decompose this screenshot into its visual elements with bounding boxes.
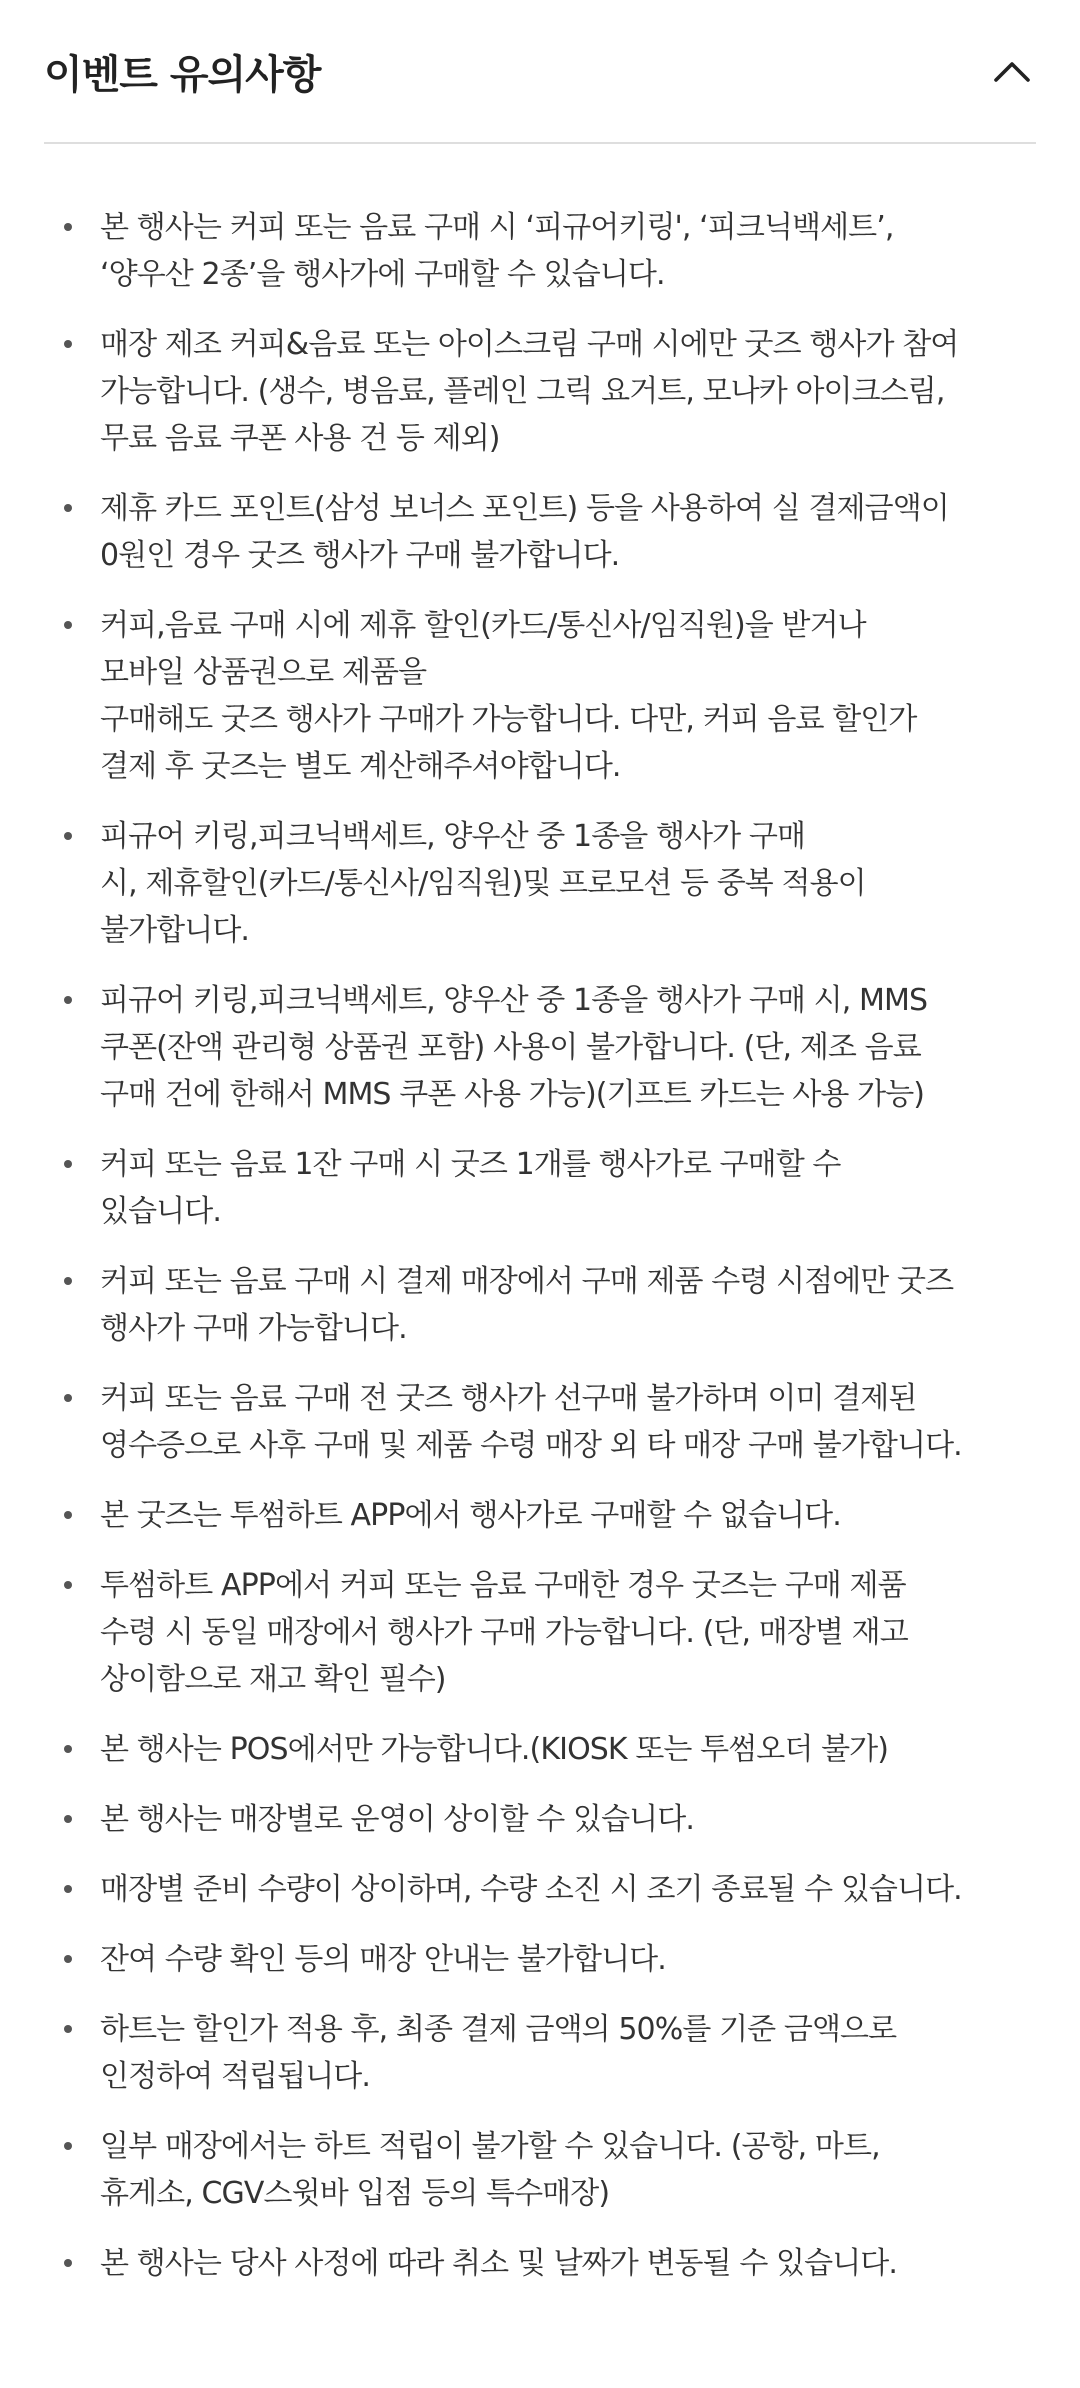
notice-text: 본 행사는 커피 또는 음료 구매 시 ‘피규어키링', ‘피크닉백세트’, ‘양우산 2종’을 행사가에 구매할 수 있습니다. [100, 210, 894, 292]
notice-item [44, 977, 1036, 1118]
notice-item [44, 1726, 1036, 1773]
notice-text: 잔여 수량 확인 등의 매장 안내는 불가합니다. [100, 1942, 666, 1977]
bullet-icon [64, 1885, 72, 1893]
notice-item [44, 602, 1036, 790]
bullet-icon [64, 2259, 72, 2267]
notice-text: 커피 또는 음료 1잔 구매 시 굿즈 1개를 행사가로 구매할 수 있습니다. [100, 1147, 841, 1229]
bullet-icon [64, 996, 72, 1004]
notice-item [44, 2006, 1036, 2100]
notice-item [44, 321, 1036, 462]
bullet-icon [64, 1511, 72, 1519]
notice-text: 피규어 키링,피크닉백세트, 양우산 중 1종을 행사가 구매 시, 제휴할인(카드/통신사/임직원)및 프로모션 등 중복 적용이 불가합니다. [100, 819, 866, 948]
notice-text: 일부 매장에서는 하트 적립이 불가할 수 있습니다. (공항, 마트, 휴게소, CGV스윗바 입점 등의 특수매장) [100, 2129, 880, 2211]
notice-item [44, 813, 1036, 954]
notice-text: 본 굿즈는 투썸하트 APP에서 행사가로 구매할 수 없습니다. [100, 1498, 841, 1533]
notice-item [44, 1141, 1036, 1235]
notice-text: 커피 또는 음료 구매 시 결제 매장에서 구매 제품 수령 시점에만 굿즈 행사가 구매 가능합니다. [100, 1264, 954, 1346]
notice-text: 하트는 할인가 적용 후, 최종 결제 금액의 50%를 기준 금액으로 인정하여 적립됩니다. [100, 2012, 897, 2094]
bullet-icon [64, 1815, 72, 1823]
accordion-header[interactable] [44, 0, 1036, 144]
bullet-icon [64, 2142, 72, 2150]
bullet-icon [64, 223, 72, 231]
notice-item [44, 485, 1036, 579]
bullet-icon [64, 1277, 72, 1285]
notice-text: 제휴 카드 포인트(삼성 보너스 포인트) 등을 사용하여 실 결제금액이 0원인 경우 굿즈 행사가 구매 불가합니다. [100, 491, 949, 573]
notice-item [44, 1936, 1036, 1983]
notice-text: 매장별 준비 수량이 상이하며, 수량 소진 시 조기 종료될 수 있습니다. [100, 1872, 962, 1907]
notice-text: 커피 또는 음료 구매 전 굿즈 행사가 선구매 불가하며 이미 결제된 영수증으로 사후 구매 및 제품 수령 매장 외 타 매장 구매 불가합니다. [100, 1381, 962, 1463]
notice-text: 커피,음료 구매 시에 제휴 할인(카드/통신사/임직원)을 받거나 모바일 상품권으로 제품을 구매해도 굿즈 행사가 구매가 가능합니다. 다만, 커피 음료 할인가 결제 후 굿즈는 별도 계산해주셔야합니다. [100, 608, 917, 784]
notice-list [44, 144, 1036, 2287]
bullet-icon [64, 621, 72, 629]
notice-text: 매장 제조 커피&음료 또는 아이스크림 구매 시에만 굿즈 행사가 참여 가능합니다. (생수, 병음료, 플레인 그릭 요거트, 모나카 아이크스림, 무료 음료 쿠폰 사용 건 등 제외) [100, 327, 959, 456]
bullet-icon [64, 832, 72, 840]
notice-text: 피규어 키링,피크닉백세트, 양우산 중 1종을 행사가 구매 시, MMS 쿠폰(잔액 관리형 상품권 포함) 사용이 불가합니다. (단, 제조 음료 구매 건에 한해서 MMS 쿠폰 사용 가능)(기프트 카드는 사용 가능) [100, 983, 928, 1112]
notice-item [44, 2123, 1036, 2217]
notice-text: 본 행사는 매장별로 운영이 상이할 수 있습니다. [100, 1802, 694, 1837]
section-title: 이벤트 유의사항 [44, 51, 321, 98]
chevron-up-icon[interactable] [990, 49, 1034, 93]
bullet-icon [64, 1581, 72, 1589]
notice-item [44, 1796, 1036, 1843]
bullet-icon [64, 1160, 72, 1168]
notice-item [44, 1258, 1036, 1352]
bullet-icon [64, 1745, 72, 1753]
notice-text: 투썸하트 APP에서 커피 또는 음료 구매한 경우 굿즈는 구매 제품 수령 시 동일 매장에서 행사가 구매 가능합니다. (단, 매장별 재고 상이함으로 재고 확인 필수) [100, 1568, 908, 1697]
notice-text: 본 행사는 POS에서만 가능합니다.(KIOSK 또는 투썸오더 불가) [100, 1732, 889, 1767]
notice-item [44, 2240, 1036, 2287]
bullet-icon [64, 1394, 72, 1402]
bullet-icon [64, 1955, 72, 1963]
notice-item [44, 1375, 1036, 1469]
notice-item [44, 1492, 1036, 1539]
notice-item [44, 204, 1036, 298]
notice-item [44, 1866, 1036, 1913]
bullet-icon [64, 340, 72, 348]
notice-item [44, 1562, 1036, 1703]
bullet-icon [64, 504, 72, 512]
bullet-icon [64, 2025, 72, 2033]
notice-text: 본 행사는 당사 사정에 따라 취소 및 날짜가 변동될 수 있습니다. [100, 2246, 897, 2281]
